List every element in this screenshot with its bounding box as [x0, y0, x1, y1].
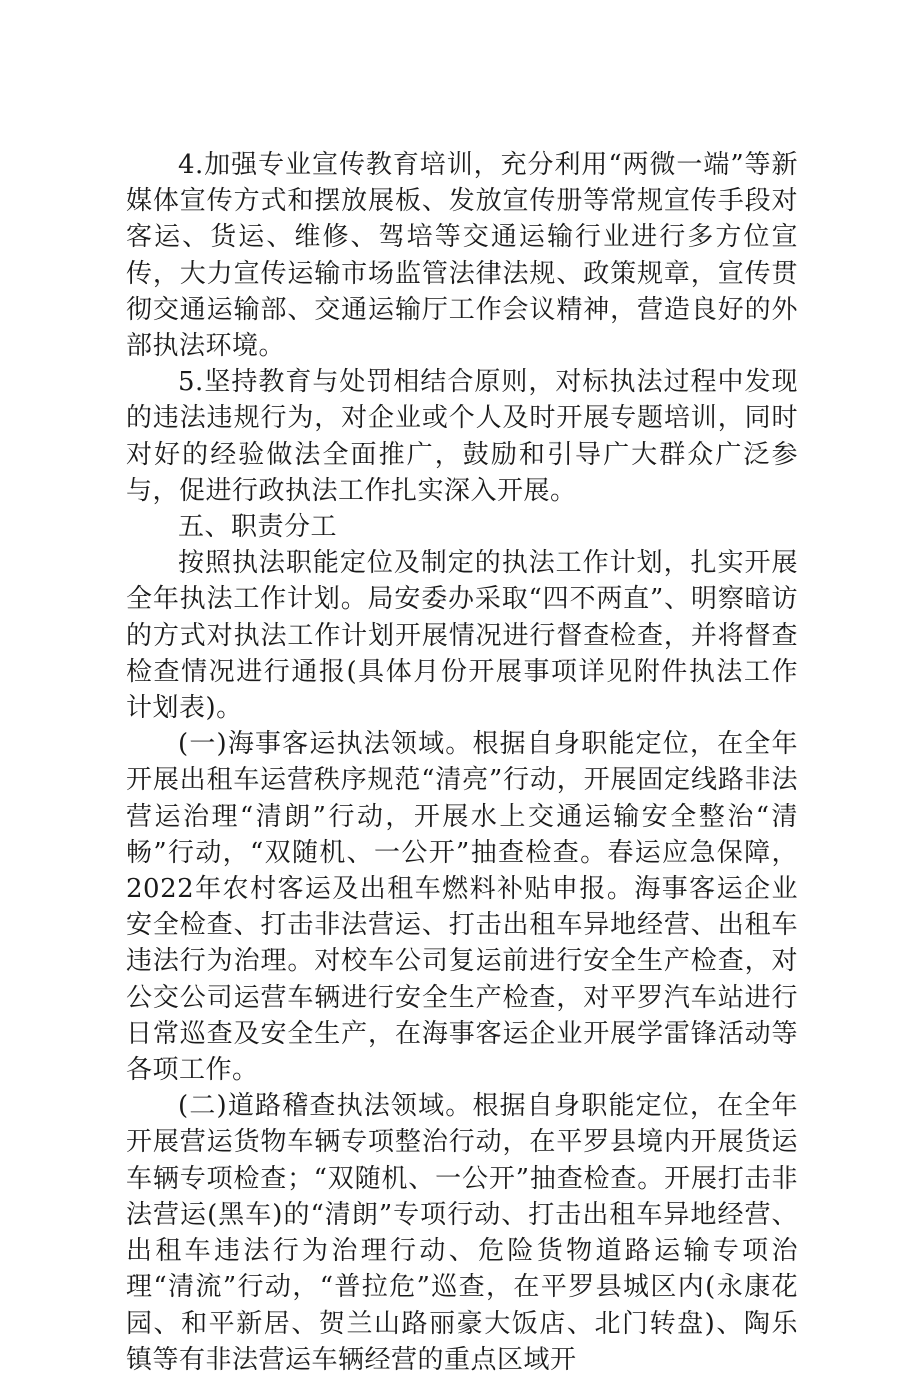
document-body [126, 147, 798, 1378]
paragraph-publicity-training: 4.加强专业宣传教育培训，充分利用“两微一端”等新媒体宣传方式和摆放展板、发放宣传册等常规宣传手段对客运、货运、维修、驾培等交通运输行业进行多方位宣传，大力宣传运输市场监管法律法规、政策规章，宣传贯彻交通运输部、交通运输厅工作会议精神，营造良好的外部执法环境。 [126, 150, 798, 362]
paragraph-maritime-passenger: (一)海事客运执法领域。根据自身职能定位，在全年开展出租车运营秩序规范“清亮”行动，开展固定线路非法营运治理“清朗”行动，开展水上交通运输安全整治“清畅”行动，“双随机、一公开”抽查检查。春运应急保障，2022年农村客运及出租车燃料补贴申报。海事客运企业安全检查、打击非法营运、打击出租车异地经营、出租车违法行为治理。对校车公司复运前进行安全生产检查，对公交公司运营车辆进行安全生产检查，对平罗汽车站进行日常巡查及安全生产，在海事客运企业开展学雷锋活动等各项工作。 [126, 729, 798, 1086]
section-heading-duties: 五、职责分工 [178, 512, 338, 543]
paragraph-work-plan: 按照执法职能定位及制定的执法工作计划，扎实开展全年执法工作计划。局安委办采取“四不两直”、明察暗访的方式对执法工作计划开展情况进行督查检查，并将督查检查情况进行通报(具体月份开展事项详见附件执法工作计划表)。 [126, 548, 798, 724]
paragraph-education-punishment: 5.坚持教育与处罚相结合原则，对标执法过程中发现的违法违规行为，对企业或个人及时开展专题培训，同时对好的经验做法全面推广，鼓励和引导广大群众广泛参与，促进行政执法工作扎实深入开展。 [126, 367, 798, 506]
paragraph-road-inspection: (二)道路稽查执法领域。根据自身职能定位，在全年开展营运货物车辆专项整治行动，在平罗县境内开展货运车辆专项检查；“双随机、一公开”抽查检查。开展打击非法营运(黑车)的“清朗”专项行动、打击出租车异地经营、出租车违法行为治理行动、危险货物道路运输专项治理“清流”行动，“普拉危”巡查，在平罗县城区内(永康花园、和平新居、贺兰山路丽豪大饭店、北门转盘)、陶乐镇等有非法营运车辆经营的重点区域开 [126, 1091, 798, 1375]
